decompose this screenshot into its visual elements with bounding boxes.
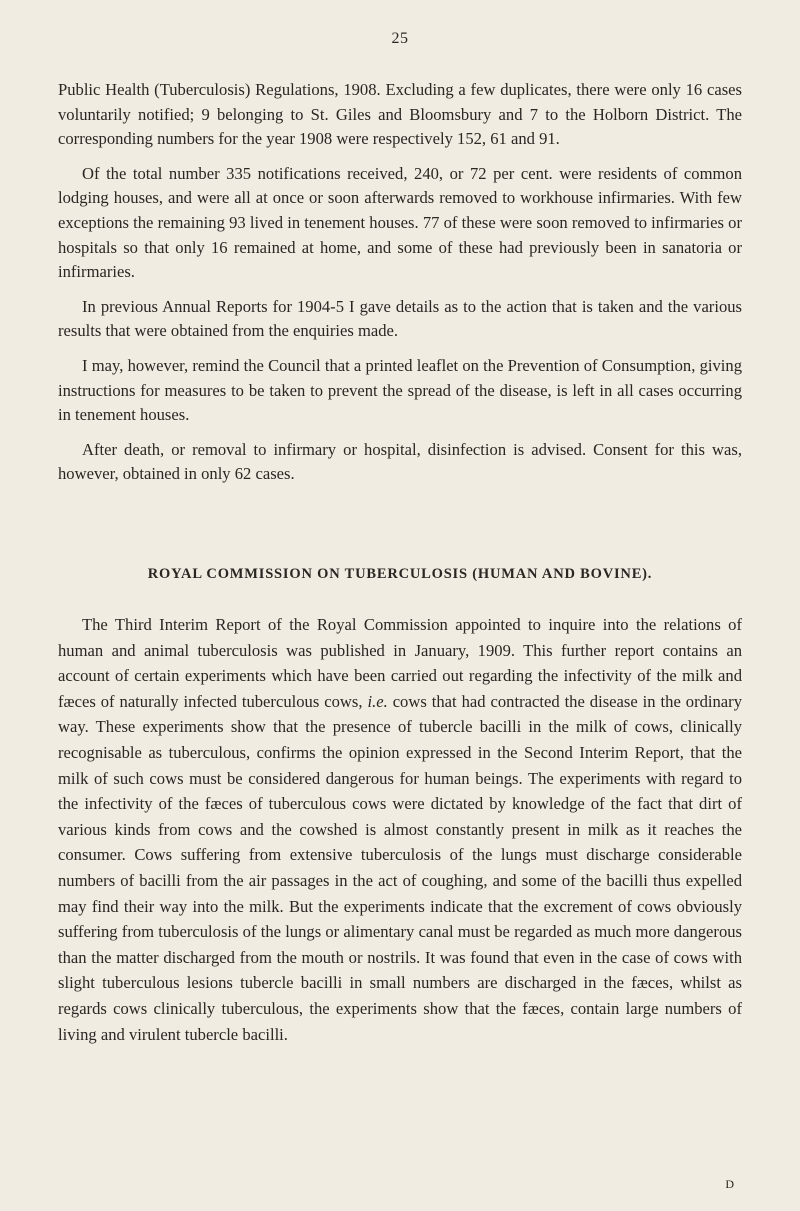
paragraph-royal-commission [58, 612, 742, 1047]
commission-text-part1: The Third Interim Report of the Royal Commission appointed to inquire into the relations of human and animal tuberculosis was published in January, 1909. This further report contains an account of certain experiments which have been carried out regarding the infectivity of the milk and fæces of naturally infected tuberculous cows, [58, 615, 742, 711]
paragraph-disinfection: After death, or removal to infirmary or hospital, disinfection is advised. Consent for this was, however, obtained in only 62 cases. [58, 439, 742, 484]
body-text [58, 78, 742, 497]
paragraph-regulations: Public Health (Tuberculosis) Regulations, 1908. Excluding a few duplicates, there were only 16 cases voluntarily notified; 9 belonging to St. Giles and Bloomsbury and 7 to the Holborn District. The corresponding numbers for the year 1908 were respectively 152, 61 and 91. [58, 80, 742, 149]
paragraph-annual-reports: In previous Annual Reports for 1904-5 I gave details as to the action that is taken and the various results that were obtained from the enquiries made. [58, 296, 742, 341]
commission-text-part2: cows that had contracted the disease in the ordinary way. These experiments show that the presence of tubercle bacilli in the milk of cows, clinically recognisable as tuberculous, confirms the opinion expressed in the Second Interim Report, that the milk of such cows must be considered dangerous for human beings. The experiments with regard to the infectivity of the fæces of tuberculous cows were dictated by knowledge of the fact that dirt of various kinds from cows and the cowshed is almost constantly present in milk as it reaches the consumer. Cows suffering from extensive tuberculosis of the lungs must discharge considerable numbers of bacilli from the air passages in the act of coughing, and some of the bacilli thus expelled may find their way into the milk. But the experiments indicate that the excrement of cows obviously suffering from tuberculosis of the lungs or alimentary canal must be regarded as much more dangerous than the matter discharged from the mouth or nostrils. It was found that even in the case of cows with slight tuberculous lesions tubercle bacilli in small numbers are discharged in the fæces, whilst as regards cows clinically tuberculous, the experiments show that the fæces, contain large numbers of living and virulent tubercle bacilli. [58, 691, 742, 1044]
commission-text-ie: i.e. [367, 691, 388, 711]
page-number: 25 [391, 30, 409, 47]
section-text [58, 612, 742, 1047]
section-heading: ROYAL COMMISSION ON TUBERCULOSIS (HUMAN AND BOVINE). [147, 566, 653, 582]
signature-mark: D [725, 1177, 734, 1191]
paragraph-notifications: Of the total number 335 notifications received, 240, or 72 per cent. were residents of common lodging houses, and were all at once or soon afterwards removed to workhouse infirmaries. With few exceptions the remaining 93 lived in tenement houses. 77 of these were soon removed to infirmaries or hospitals so that only 16 remained at home, and some of these had previously been in sanatoria or infirmaries. [58, 163, 742, 282]
paragraph-leaflet: I may, however, remind the Council that a printed leaflet on the Prevention of Consumption, giving instructions for measures to be taken to prevent the spread of the disease, is left in all cases occurring in tenement houses. [58, 355, 742, 425]
document-page [58, 0, 742, 1211]
